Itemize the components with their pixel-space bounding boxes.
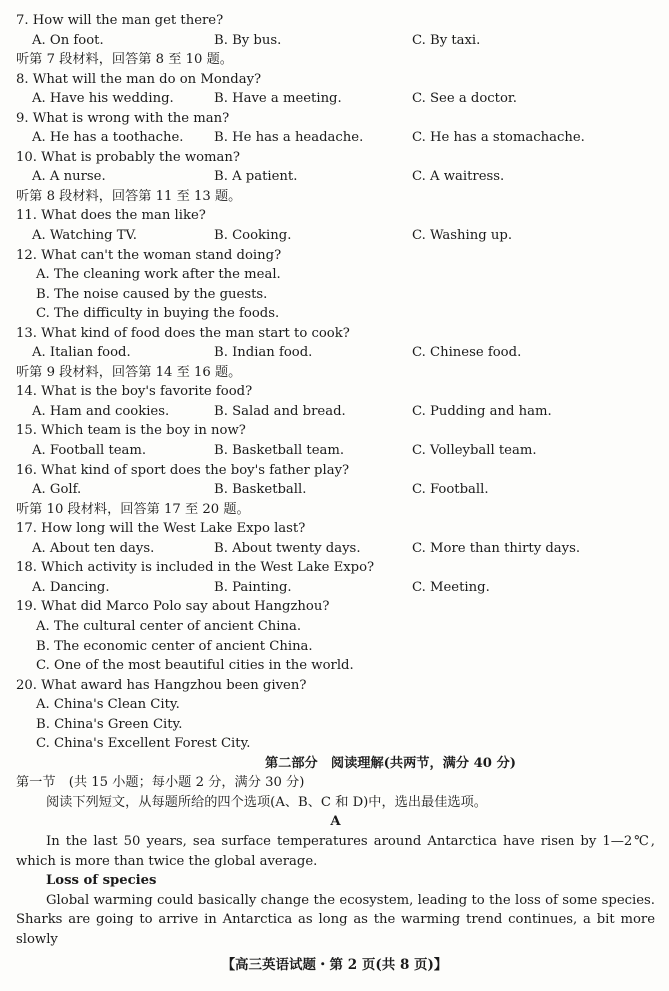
option-line: A. The cultural center of ancient China. — [36, 618, 302, 634]
page-footer: 【高三英语试题・第 2 页(共 8 页)】 — [221, 957, 448, 973]
option-a: A. Football team. — [32, 443, 147, 459]
option-row — [16, 89, 655, 109]
option-a: A. Golf. — [32, 482, 82, 498]
question-line: 14. What is the boy's favorite food? — [16, 384, 253, 400]
option-c: C. Pudding and ham. — [412, 403, 552, 419]
option-line: A. The cleaning work after the meal. — [36, 267, 281, 283]
question-line: 15. Which team is the boy in now? — [16, 423, 246, 439]
option-line: B. The noise caused by the guests. — [36, 286, 268, 302]
option-row — [16, 31, 655, 51]
passage-subheading: Loss of species — [46, 873, 157, 889]
option-c: C. A waitress. — [412, 169, 505, 185]
option-b: B. Indian food. — [214, 345, 313, 361]
question-line: 19. What did Marco Polo say about Hangzhou? — [16, 599, 330, 615]
option-a: A. Dancing. — [32, 579, 110, 595]
option-row — [16, 226, 655, 246]
option-b: B. Basketball. — [214, 482, 307, 498]
option-c: C. Chinese food. — [412, 345, 522, 361]
option-line: C. China's Excellent Forest City. — [36, 736, 251, 752]
question-line: 7. How will the man get there? — [16, 13, 224, 28]
question-line: 第一节 (共 15 小题；每小题 2 分，满分 30 分) — [16, 775, 305, 791]
option-row — [16, 441, 655, 461]
question-line: 8. What will the man do on Monday? — [16, 71, 262, 87]
question-line: 听第 7 段材料，回答第 8 至 10 题。 — [16, 52, 233, 68]
option-row — [16, 167, 655, 187]
option-b: B. Have a meeting. — [214, 91, 342, 107]
option-b: B. About twenty days. — [214, 540, 361, 556]
option-row — [16, 539, 655, 559]
option-row — [16, 343, 655, 363]
question-line: 20. What award has Hangzhou been given? — [16, 677, 307, 693]
option-b: B. A patient. — [214, 169, 298, 185]
question-line: 听第 8 段材料，回答第 11 至 13 题。 — [16, 188, 242, 204]
instruction-text: 阅读下列短文，从每题所给的四个选项(A、B、C 和 D)中，选出最佳选项。 — [46, 794, 487, 810]
option-b: B. Painting. — [214, 579, 292, 595]
option-line: A. China's Clean City. — [36, 697, 180, 713]
question-line: 17. How long will the West Lake Expo last? — [16, 521, 306, 537]
option-c: C. Washing up. — [412, 228, 513, 244]
question-line: 12. What can't the woman stand doing? — [16, 247, 282, 263]
option-b: B. He has a headache. — [214, 130, 364, 146]
option-line: B. The economic center of ancient China. — [36, 638, 313, 654]
passage-paragraph-1: In the last 50 years, sea surface temperatures around Antarctica have risen by 1—2℃, which is more than twice the global average. — [16, 833, 655, 869]
question-line: 听第 9 段材料，回答第 14 至 16 题。 — [16, 364, 242, 380]
option-a: A. Ham and cookies. — [32, 403, 170, 419]
passage-label: A — [330, 814, 341, 830]
option-b: B. Salad and bread. — [214, 403, 346, 419]
option-a: A. He has a toothache. — [32, 130, 184, 146]
question-line: 9. What is wrong with the man? — [16, 110, 230, 126]
option-c: C. By taxi. — [412, 32, 481, 48]
option-a: A. Have his wedding. — [32, 91, 174, 107]
option-c: C. More than thirty days. — [412, 540, 581, 556]
option-b: B. By bus. — [214, 32, 282, 48]
option-row — [16, 128, 655, 148]
question-list — [16, 11, 655, 832]
question-line: 13. What kind of food does the man start to cook? — [16, 325, 350, 341]
question-line: 18. Which activity is included in the West Lake Expo? — [16, 560, 375, 576]
option-row — [16, 402, 655, 422]
question-line: 10. What is probably the woman? — [16, 149, 240, 165]
option-line: C. One of the most beautiful cities in the world. — [36, 658, 354, 674]
option-a: A. On foot. — [32, 32, 104, 48]
option-row — [16, 578, 655, 598]
option-b: B. Cooking. — [214, 228, 292, 244]
option-a: A. A nurse. — [32, 169, 106, 185]
question-line: 11. What does the man like? — [16, 208, 206, 224]
option-c: C. See a doctor. — [412, 91, 517, 107]
passage-paragraph-2: Global warming could basically change the ecosystem, leading to the loss of some species. Sharks are going to arrive in Antarctica as long as the warming trend continues, a bit more slowly — [16, 892, 655, 947]
option-a: A. Watching TV. — [32, 228, 137, 244]
option-c: C. Volleyball team. — [412, 443, 537, 459]
question-line: 16. What kind of sport does the boy's father play? — [16, 462, 350, 478]
question-line: 听第 10 段材料，回答第 17 至 20 题。 — [16, 501, 250, 517]
section-title: 第二部分 阅读理解(共两节，满分 40 分) — [264, 755, 516, 771]
option-c: C. Meeting. — [412, 579, 490, 595]
option-c: C. He has a stomachache. — [412, 130, 585, 146]
option-line: B. China's Green City. — [36, 716, 183, 732]
option-row — [16, 480, 655, 500]
option-a: A. About ten days. — [32, 540, 155, 556]
option-a: A. Italian food. — [32, 345, 131, 361]
option-b: B. Basketball team. — [214, 443, 345, 459]
option-line: C. The difficulty in buying the foods. — [36, 306, 280, 322]
option-c: C. Football. — [412, 482, 489, 498]
